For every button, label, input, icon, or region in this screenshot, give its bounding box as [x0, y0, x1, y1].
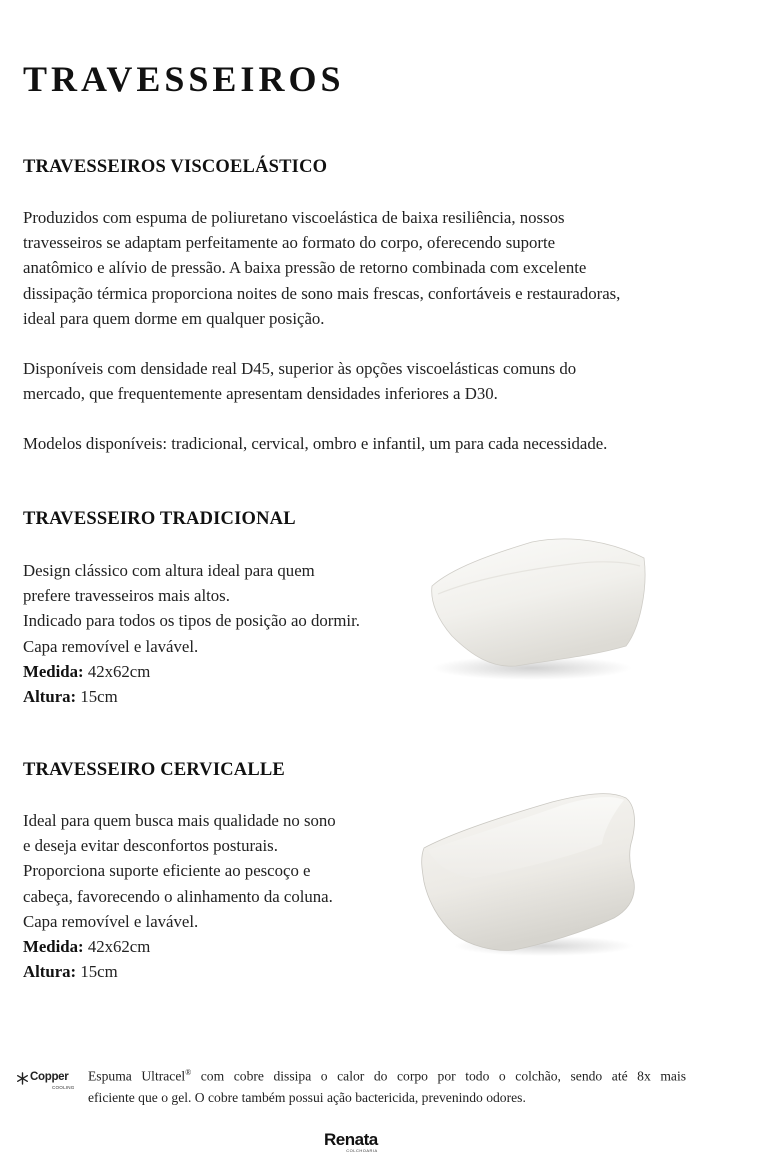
measure-label: Medida: [23, 937, 84, 957]
renata-brand-logo [324, 1131, 378, 1153]
height-label: Altura: [23, 962, 77, 982]
renata-logo-subtext: COLCHOARIA [346, 1148, 378, 1153]
renata-logo-text: Renata [324, 1130, 378, 1149]
copper-footnote [88, 1062, 686, 1108]
text-line: e deseja evitar desconfortos posturais. [23, 836, 278, 856]
text-line: Proporciona suporte eficiente ao pescoço e [23, 861, 311, 881]
product-description-cervicalle [23, 808, 336, 984]
registered-mark: ® [185, 1068, 192, 1077]
text-line: Indicado para todos os tipos de posição ao dormir. [23, 611, 360, 631]
measure-label: Medida: [23, 661, 84, 681]
product-description-tradicional [23, 558, 360, 709]
measure-value: 42x62cm [87, 937, 151, 957]
text-line: ideal para quem dorme em qualquer posição. [23, 308, 325, 328]
text-line: dissipação térmica proporciona noites de sono mais frescas, confortáveis e restauradoras, [23, 283, 621, 303]
cervical-pillow-image [414, 786, 650, 958]
intro-paragraph-2 [23, 356, 576, 406]
copper-cooling-logo [16, 1070, 78, 1094]
copper-snowflake-icon [16, 1072, 29, 1085]
height-line [23, 684, 360, 709]
height-value: 15cm [80, 962, 118, 982]
footnote-text: com cobre dissipa o calor do corpo por todo o colchão, sendo até 8x mais [191, 1068, 687, 1084]
intro-paragraph-3 [23, 431, 607, 456]
section-heading-viscoelastico: TRAVESSEIROS VISCOELÁSTICO [23, 157, 328, 177]
text-line: Capa removível e lavável. [23, 911, 199, 931]
footnote-line-2: eficiente que o gel. O cobre também possui ação bactericida, prevenindo odores. [88, 1089, 526, 1105]
text-line: prefere travesseiros mais altos. [23, 586, 230, 606]
copper-logo-text: Copper [30, 1071, 69, 1083]
traditional-pillow-image [412, 528, 652, 688]
intro-paragraph-1 [23, 205, 620, 331]
text-line: Disponíveis com densidade real D45, superior às opções viscoelásticas comuns do [23, 359, 577, 378]
height-label: Altura: [23, 687, 77, 707]
measure-value: 42x62cm [87, 661, 151, 681]
copper-logo-subtext: COOLING [52, 1085, 75, 1090]
text-line: Modelos disponíveis: tradicional, cervical, ombro e infantil, um para cada necessidade. [23, 434, 608, 453]
measure-line [23, 659, 360, 684]
product-heading-cervicalle: TRAVESSEIRO CERVICALLE [23, 760, 285, 780]
page-title: TRAVESSEIROS [23, 59, 345, 99]
footnote-line-1 [88, 1062, 686, 1087]
measure-line [23, 934, 336, 959]
text-line: anatômico e alívio de pressão. A baixa pressão de retorno combinada com excelente [23, 258, 587, 278]
text-line: Capa removível e lavável. [23, 636, 199, 656]
text-line: mercado, que frequentemente apresentam densidades inferiores a D30. [23, 384, 498, 404]
text-line: Ideal para quem busca mais qualidade no sono [23, 811, 336, 830]
height-line [23, 959, 336, 984]
text-line: Produzidos com espuma de poliuretano viscoelástica de baixa resiliência, nossos [23, 208, 565, 227]
product-heading-tradicional: TRAVESSEIRO TRADICIONAL [23, 509, 296, 529]
text-line: Design clássico com altura ideal para quem [23, 561, 315, 580]
height-value: 15cm [80, 687, 118, 707]
text-line: travesseiros se adaptam perfeitamente ao formato do corpo, oferecendo suporte [23, 233, 556, 253]
footnote-text: Espuma Ultracel [88, 1068, 186, 1084]
pillow-body [432, 539, 645, 666]
text-line: cabeça, favorecendo o alinhamento da coluna. [23, 886, 333, 906]
